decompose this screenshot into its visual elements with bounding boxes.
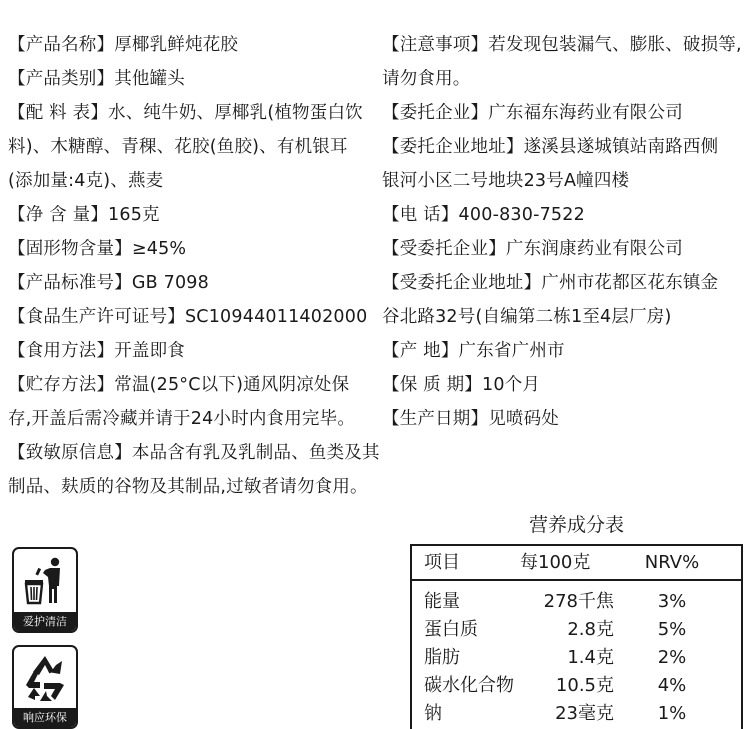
nutrient-name: 能量 — [424, 591, 460, 612]
nutrient-name: 钠 — [424, 703, 442, 724]
header-nrv: NRV% — [644, 552, 700, 573]
phone-line: 【电 话】400-830-7522 — [382, 205, 585, 225]
manufacturer-line: 【受委托企业】广东润康药业有限公司 — [382, 239, 683, 259]
nutrient-nrv: 4% — [657, 675, 687, 696]
notice-line: 【注意事项】若发现包装漏气、膨胀、破损等, — [382, 35, 742, 55]
table-row — [412, 700, 741, 728]
shelf-life-line: 【保 质 期】10个月 — [382, 375, 541, 395]
nutrient-nrv: 5% — [657, 619, 687, 640]
nutrient-name: 碳水化合物 — [424, 675, 514, 696]
nutrient-amount: 2.8克 — [567, 619, 614, 640]
table-row — [412, 672, 741, 700]
product-category-line: 【产品类别】其他罐头 — [8, 69, 185, 89]
trash-disposal-icon — [19, 553, 71, 611]
license-number-line: 【食品生产许可证号】SC10944011402000 — [8, 307, 368, 327]
nutrient-amount: 278千焦 — [543, 591, 614, 612]
allergen-line: 【致敏原信息】本品含有乳及乳制品、鱼类及其 — [8, 443, 380, 463]
usage-line: 【食用方法】开盖即食 — [8, 341, 185, 361]
standard-number-line: 【产品标准号】GB 7098 — [8, 273, 209, 293]
solids-content-line: 【固形物含量】≥45% — [8, 239, 187, 259]
keep-clean-label: 爱护清洁 — [14, 612, 76, 631]
nutrient-amount: 23毫克 — [555, 703, 614, 724]
product-info-right — [382, 28, 744, 436]
nutrient-nrv: 1% — [657, 703, 687, 724]
ingredients-line: 料)、木糖醇、青稞、花胶(鱼胶)、有机银耳 — [8, 137, 348, 157]
eco-label: 响应环保 — [14, 708, 76, 727]
product-info-left — [8, 28, 378, 504]
recycle-icon — [20, 651, 70, 705]
storage-line: 【贮存方法】常温(25°C以下)通风阴凉处保 — [8, 375, 350, 395]
nutrient-amount: 1.4克 — [567, 647, 614, 668]
eco-badge — [12, 645, 78, 729]
entrusting-company-line: 【委托企业】广东福东海药业有限公司 — [382, 103, 683, 123]
entrusting-address-line: 银河小区二号地块23号A幢四楼 — [382, 171, 630, 191]
nutrient-nrv: 2% — [657, 647, 687, 668]
entrusting-address-line: 【委托企业地址】遂溪县遂城镇站南路西侧 — [382, 137, 719, 157]
table-row — [412, 644, 741, 672]
table-row — [412, 588, 741, 616]
keep-clean-badge — [12, 547, 78, 633]
nutrient-amount: 10.5克 — [555, 675, 614, 696]
manufacturer-address-line: 谷北路32号(自编第二栋1至4层厂房) — [382, 307, 672, 327]
origin-line: 【产 地】广东省广州市 — [382, 341, 565, 361]
ingredients-line: (添加量:4克)、燕麦 — [8, 171, 164, 191]
nutrient-name: 蛋白质 — [424, 619, 478, 640]
production-date-line: 【生产日期】见喷码处 — [382, 409, 559, 429]
ingredients-line: 【配 料 表】水、纯牛奶、厚椰乳(植物蛋白饮 — [8, 103, 363, 123]
nutrition-table — [410, 544, 743, 729]
header-per-100g: 每100克 — [520, 552, 591, 573]
header-item: 项目 — [424, 552, 460, 573]
nutrient-nrv: 3% — [657, 591, 687, 612]
nutrient-name: 脂肪 — [424, 647, 460, 668]
table-row — [412, 616, 741, 644]
net-content-line: 【净 含 量】165克 — [8, 205, 160, 225]
storage-line: 存,开盖后需冷藏并请于24小时内食用完毕。 — [8, 409, 356, 429]
nutrition-table-title: 营养成分表 — [528, 514, 624, 536]
allergen-line: 制品、麸质的谷物及其制品,过敏者请勿食用。 — [8, 477, 368, 497]
nutrition-table-header — [412, 546, 741, 581]
product-name-line: 【产品名称】厚椰乳鲜炖花胶 — [8, 35, 239, 55]
manufacturer-address-line: 【受委托企业地址】广州市花都区花东镇金 — [382, 273, 719, 293]
notice-line: 请勿食用。 — [382, 69, 471, 89]
